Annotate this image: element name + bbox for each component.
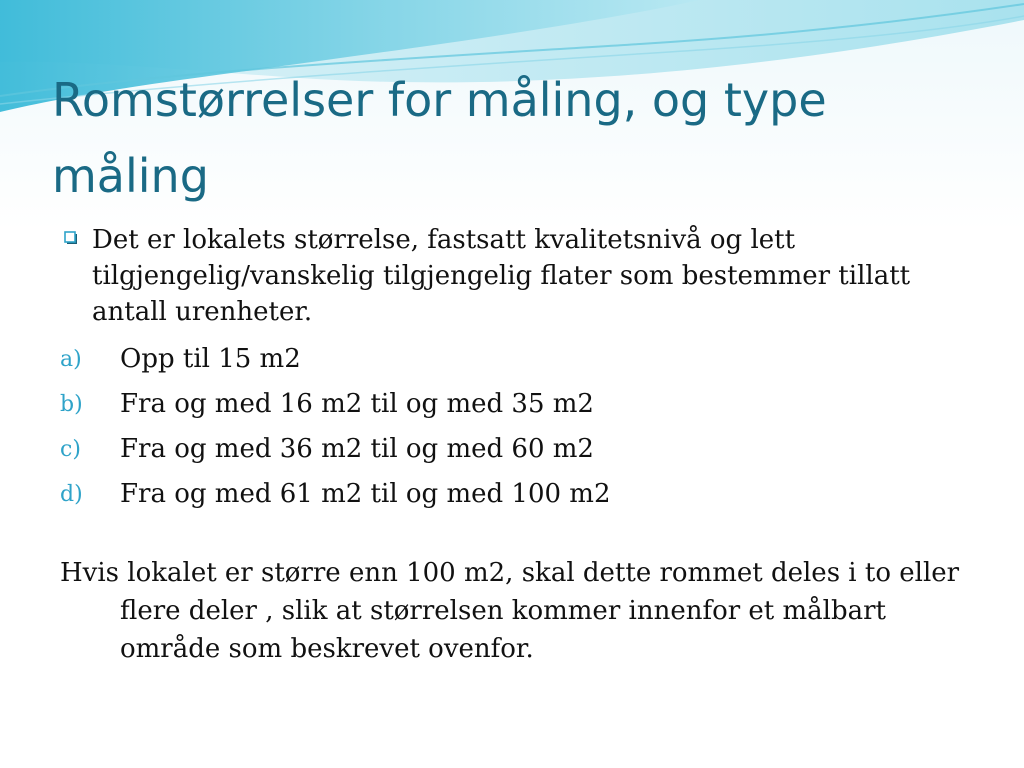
size-list [60,337,980,517]
list-item-text: Opp til 15 m2 [120,344,301,374]
note-paragraph: Hvis lokalet er større enn 100 m2, skal dette rommet deles i to eller flere deler , slik at størrelsen kommer innenfor et målbart område som beskrevet ovenfor. [60,558,960,664]
list-item-text: Fra og med 36 m2 til og med 60 m2 [120,434,594,464]
list-item-text: Fra og med 16 m2 til og med 35 m2 [120,389,594,419]
intro-text: Det er lokalets størrelse, fastsatt kvalitetsnivå og lett tilgjengelig/vanskelig tilgjengelig flater som bestemmer tillatt antall urenheter. [92,225,911,327]
list-item [60,427,980,472]
list-marker: d) [60,482,83,507]
list-marker: b) [60,392,83,417]
list-marker: a) [60,347,82,372]
list-item [60,382,980,427]
intro-bullet [60,222,980,330]
list-marker: c) [60,437,81,462]
list-item-text: Fra og med 61 m2 til og med 100 m2 [120,479,611,509]
list-item [60,337,980,382]
slide-title: Romstørrelser for måling, og type måling [52,73,827,203]
list-item [60,472,980,517]
hollow-square-bullet-icon [64,231,78,245]
slide-content [60,222,980,694]
